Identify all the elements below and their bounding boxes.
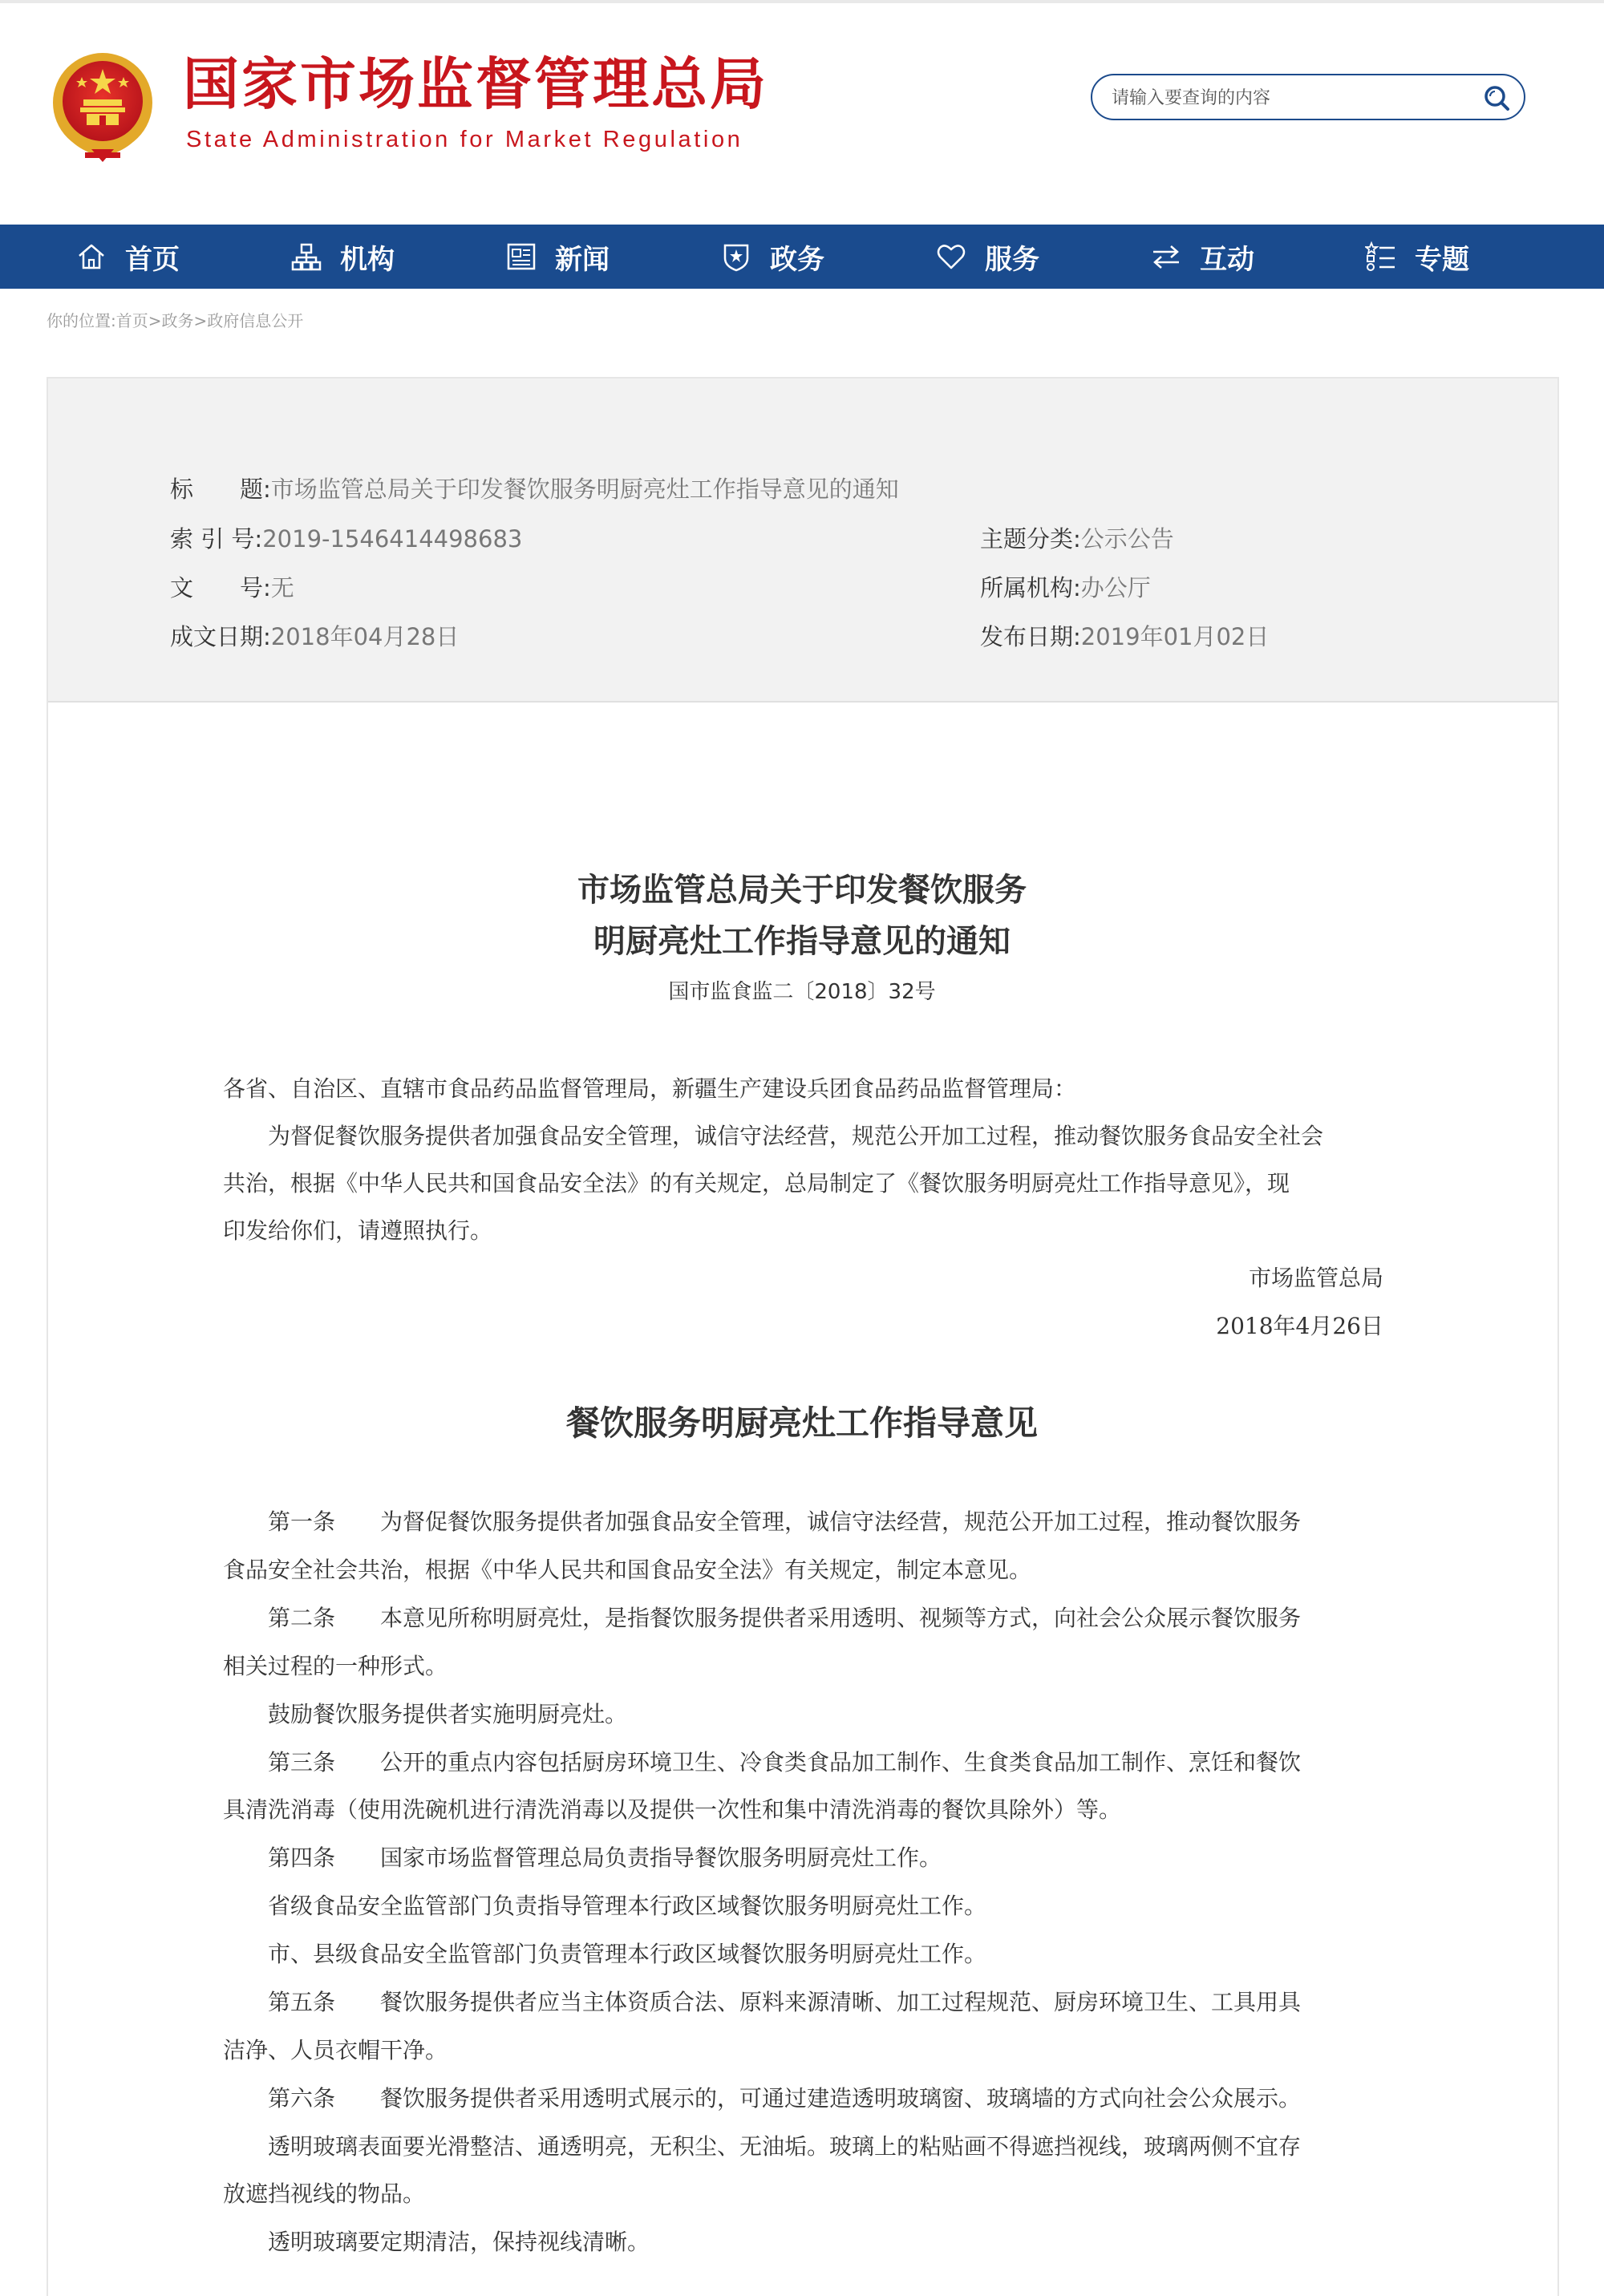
article-line: 洁净、人员衣帽干净。 (223, 2037, 448, 2063)
article-line: 透明玻璃要定期清洁，保持视线清晰。 (223, 2229, 650, 2255)
breadcrumb-link-home[interactable]: 首页 (115, 311, 148, 330)
search-box (1091, 74, 1525, 120)
notice-paragraph-line: 各省、自治区、直辖市食品药品监督管理局，新疆生产建设兵团食品药品监督管理局： (223, 1075, 1077, 1102)
meta-published-date-value: 2019年01月02日 (1080, 623, 1270, 650)
exchange-icon (1150, 241, 1182, 273)
meta-title-label: 标 题: (170, 476, 271, 503)
article-line: 透明玻璃表面要光滑整洁、通透明亮，无积尘、无油垢。玻璃上的粘贴画不得遮挡视线，玻璃两侧不宜存 (223, 2133, 1302, 2160)
meta-docno-label: 文 号: (170, 574, 271, 601)
nav-label: 首页 (125, 243, 180, 276)
meta-written-date-value: 2018年04月28日 (270, 623, 460, 650)
notice-signature: 市场监管总局 (1248, 1265, 1383, 1291)
article-line: 第五条 餐饮服务提供者应当主体资质合法、原料来源清晰、加工过程规范、厨房环境卫生、工具用具 (223, 1989, 1302, 2015)
meta-category-row (980, 523, 1174, 555)
breadcrumb-link-gov-info[interactable]: 政府信息公开 (207, 311, 304, 330)
nav-item-affairs[interactable] (720, 225, 824, 289)
main-nav (0, 225, 1604, 289)
topics-icon (1365, 241, 1397, 273)
meta-index-label: 索 引 号: (170, 525, 263, 553)
notice-title-line-1: 市场监管总局关于印发餐饮服务 (577, 872, 1027, 909)
article-line: 鼓励餐饮服务提供者实施明厨亮灶。 (223, 1701, 628, 1727)
nav-label: 互动 (1200, 243, 1254, 276)
article-line: 具清洗消毒（使用洗碗机进行清洗消毒以及提供一次性和集中清洗消毒的餐饮具除外）等。 (223, 1796, 1122, 1823)
site-header (0, 3, 1604, 225)
national-emblem-logo[interactable] (50, 50, 156, 164)
breadcrumb-link-affairs[interactable]: 政务 (161, 311, 194, 330)
article-line: 第四条 国家市场监督管理总局负责指导餐饮服务明厨亮灶工作。 (223, 1844, 942, 1871)
affairs-icon (720, 241, 752, 273)
meta-published-date-row (980, 621, 1269, 653)
breadcrumb-prefix: 你的位置: (47, 311, 116, 330)
article-line: 第一条 为督促餐饮服务提供者加强食品安全管理，诚信守法经营，规范公开加工过程，推动餐饮服务 (223, 1508, 1302, 1535)
org-icon (290, 241, 322, 273)
guideline-title: 餐饮服务明厨亮灶工作指导意见 (565, 1403, 1038, 1443)
article-line: 省级食品安全监管部门负责指导管理本行政区域餐饮服务明厨亮灶工作。 (223, 1893, 987, 1919)
notice-paragraph-line: 共治，根据《中华人民共和国食品安全法》的有关规定，总局制定了《餐饮服务明厨亮灶工作指导意见》，现 (223, 1170, 1290, 1197)
meta-category-label: 主题分类: (980, 525, 1081, 553)
meta-written-date-row (170, 621, 459, 653)
site-title-en: State Administration for Market Regulation (186, 127, 743, 152)
article-line: 第二条 本意见所称明厨亮灶，是指餐饮服务提供者采用透明、视频等方式，向社会公众展示餐饮服务 (223, 1605, 1302, 1631)
nav-item-org[interactable] (290, 225, 395, 289)
breadcrumb-separator: > (148, 311, 162, 330)
article-line: 相关过程的一种形式。 (223, 1653, 448, 1679)
meta-published-date-label: 发布日期: (980, 623, 1081, 650)
site-title-cn[interactable]: 国家市场监督管理总局 (183, 51, 768, 117)
nav-label: 新闻 (555, 243, 610, 276)
meta-index-row (170, 523, 522, 555)
nav-item-interaction[interactable] (1150, 225, 1254, 289)
meta-docno-row (170, 572, 294, 604)
nav-label: 服务 (985, 243, 1039, 276)
home-icon (75, 241, 107, 273)
notice-date: 2018年4月26日 (1216, 1313, 1383, 1339)
nav-label: 政务 (770, 243, 824, 276)
news-icon (505, 241, 537, 273)
notice-paragraph-line: 印发给你们，请遵照执行。 (223, 1217, 493, 1244)
search-icon[interactable] (1482, 83, 1511, 112)
article-line: 食品安全社会共治，根据《中华人民共和国食品安全法》有关规定，制定本意见。 (223, 1557, 1032, 1583)
notice-title-line-2: 明厨亮灶工作指导意见的通知 (593, 923, 1011, 960)
nav-item-home[interactable] (75, 225, 180, 289)
meta-title-row (170, 473, 899, 505)
notice-paragraph-line: 为督促餐饮服务提供者加强食品安全管理，诚信守法经营，规范公开加工过程，推动餐饮服务食品安全社会 (223, 1123, 1324, 1149)
nav-item-news[interactable] (505, 225, 610, 289)
heart-icon (935, 241, 967, 273)
search-input[interactable] (1110, 83, 1458, 112)
breadcrumb (47, 308, 303, 331)
meta-docno-value: 无 (270, 574, 294, 601)
nav-label: 专题 (1415, 243, 1469, 276)
meta-category-value: 公示公告 (1080, 525, 1174, 553)
meta-org-row (980, 572, 1151, 604)
article-line: 市、县级食品安全监管部门负责管理本行政区域餐饮服务明厨亮灶工作。 (223, 1941, 987, 1967)
document-number: 国市监食监二〔2018〕32号 (668, 980, 936, 1004)
meta-org-value: 办公厅 (1080, 574, 1151, 601)
meta-title-value: 市场监管总局关于印发餐饮服务明厨亮灶工作指导意见的通知 (270, 476, 899, 503)
nav-item-topics[interactable] (1365, 225, 1469, 289)
document-metadata (48, 379, 1557, 703)
nav-item-service[interactable] (935, 225, 1039, 289)
article-line: 放遮挡视线的物品。 (223, 2181, 426, 2207)
nav-label: 机构 (340, 243, 395, 276)
breadcrumb-separator: > (193, 311, 208, 330)
meta-written-date-label: 成文日期: (170, 623, 271, 650)
meta-index-value: 2019-1546414498683 (262, 525, 523, 553)
article-line: 第六条 餐饮服务提供者采用透明式展示的，可通过建造透明玻璃窗、玻璃墙的方式向社会公众展示。 (223, 2085, 1302, 2112)
meta-org-label: 所属机构: (980, 574, 1081, 601)
article-line: 第三条 公开的重点内容包括厨房环境卫生、冷食类食品加工制作、生食类食品加工制作、烹饪和餐饮 (223, 1749, 1302, 1776)
